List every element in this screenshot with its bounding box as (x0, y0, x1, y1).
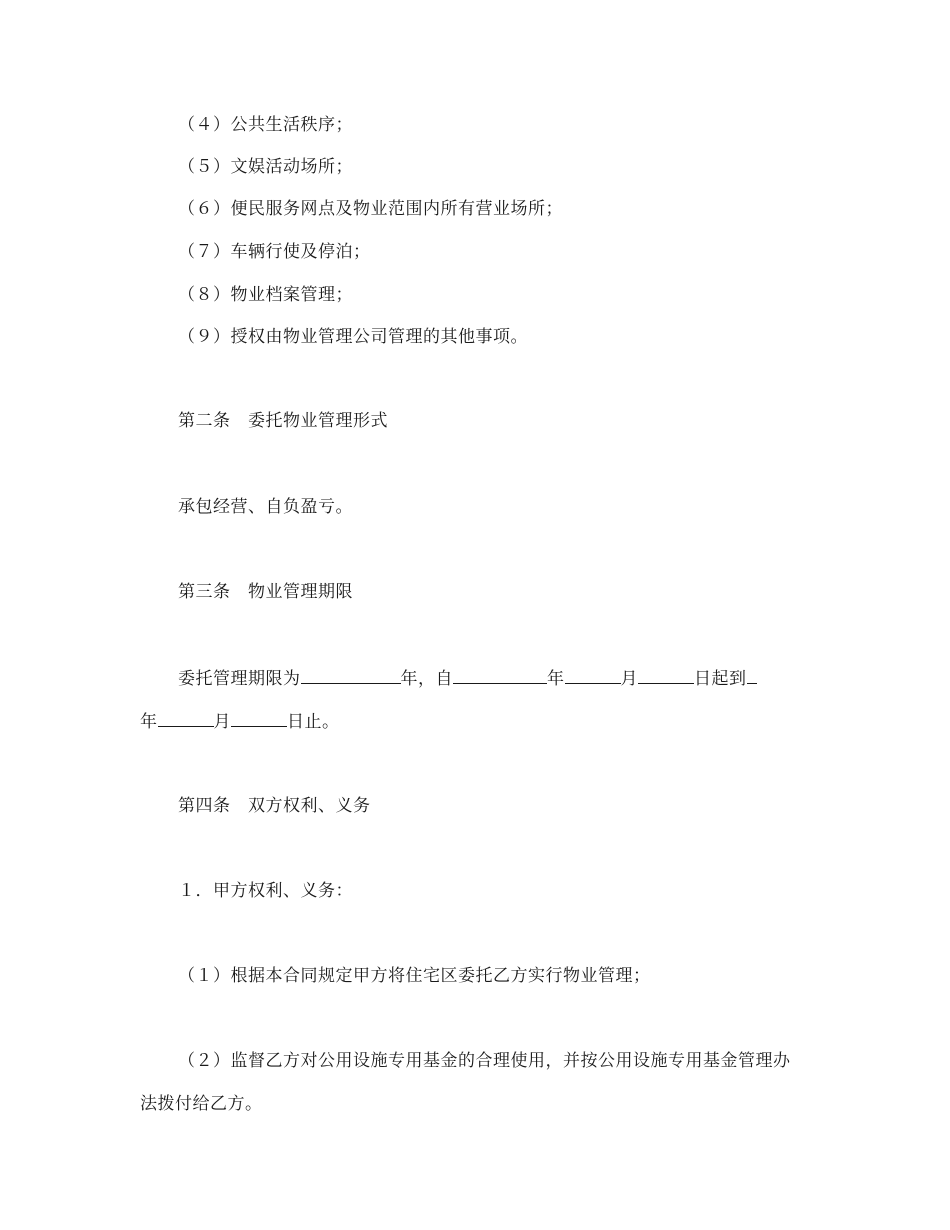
start-year-blank[interactable] (453, 666, 547, 684)
list-item-5: （５）文娱活动场所； (178, 157, 353, 177)
list-item-8: （８）物业档案管理； (178, 285, 353, 305)
article-2-body: 承包经营、自负盈亏。 (178, 497, 353, 517)
term-text-7: 月 (213, 712, 231, 732)
article-3-term-line-1 (178, 666, 757, 691)
end-month-blank[interactable] (158, 709, 214, 727)
list-item-9: （９）授权由物业管理公司管理的其他事项。 (178, 327, 528, 347)
term-text-4: 月 (620, 669, 638, 689)
term-text-6: 年 (140, 712, 158, 732)
term-years-blank[interactable] (301, 666, 401, 684)
term-text-2: 年，自 (400, 669, 453, 689)
article-4-heading: 第四条 双方权利、义务 (178, 796, 371, 816)
list-item-7: （７）车辆行使及停泊； (178, 242, 371, 262)
article-3-heading: 第三条 物业管理期限 (178, 582, 353, 602)
start-month-blank[interactable] (565, 666, 621, 684)
term-text-1: 委托管理期限为 (178, 669, 301, 689)
term-text-3: 年 (547, 669, 565, 689)
start-day-blank[interactable] (638, 666, 694, 684)
term-text-5: 日起到 (694, 669, 747, 689)
article-2-heading: 第二条 委托物业管理形式 (178, 411, 388, 431)
term-text-8: 日止。 (287, 712, 340, 732)
list-item-4: （４）公共生活秩序； (178, 115, 353, 135)
article-4-clause-2-line-1: （２）监督乙方对公用设施专用基金的合理使用，并按公用设施专用基金管理办 (178, 1051, 791, 1071)
end-year-blank[interactable] (747, 666, 757, 684)
article-3-term-line-2 (140, 709, 340, 734)
article-4-subsection-1: １．甲方权利、义务： (178, 881, 353, 901)
end-day-blank[interactable] (231, 709, 287, 727)
list-item-6: （６）便民服务网点及物业范围内所有营业场所； (178, 199, 563, 219)
article-4-clause-1: （１）根据本合同规定甲方将住宅区委托乙方实行物业管理； (178, 966, 651, 986)
article-4-clause-2-line-2: 法拨付给乙方。 (140, 1094, 263, 1114)
